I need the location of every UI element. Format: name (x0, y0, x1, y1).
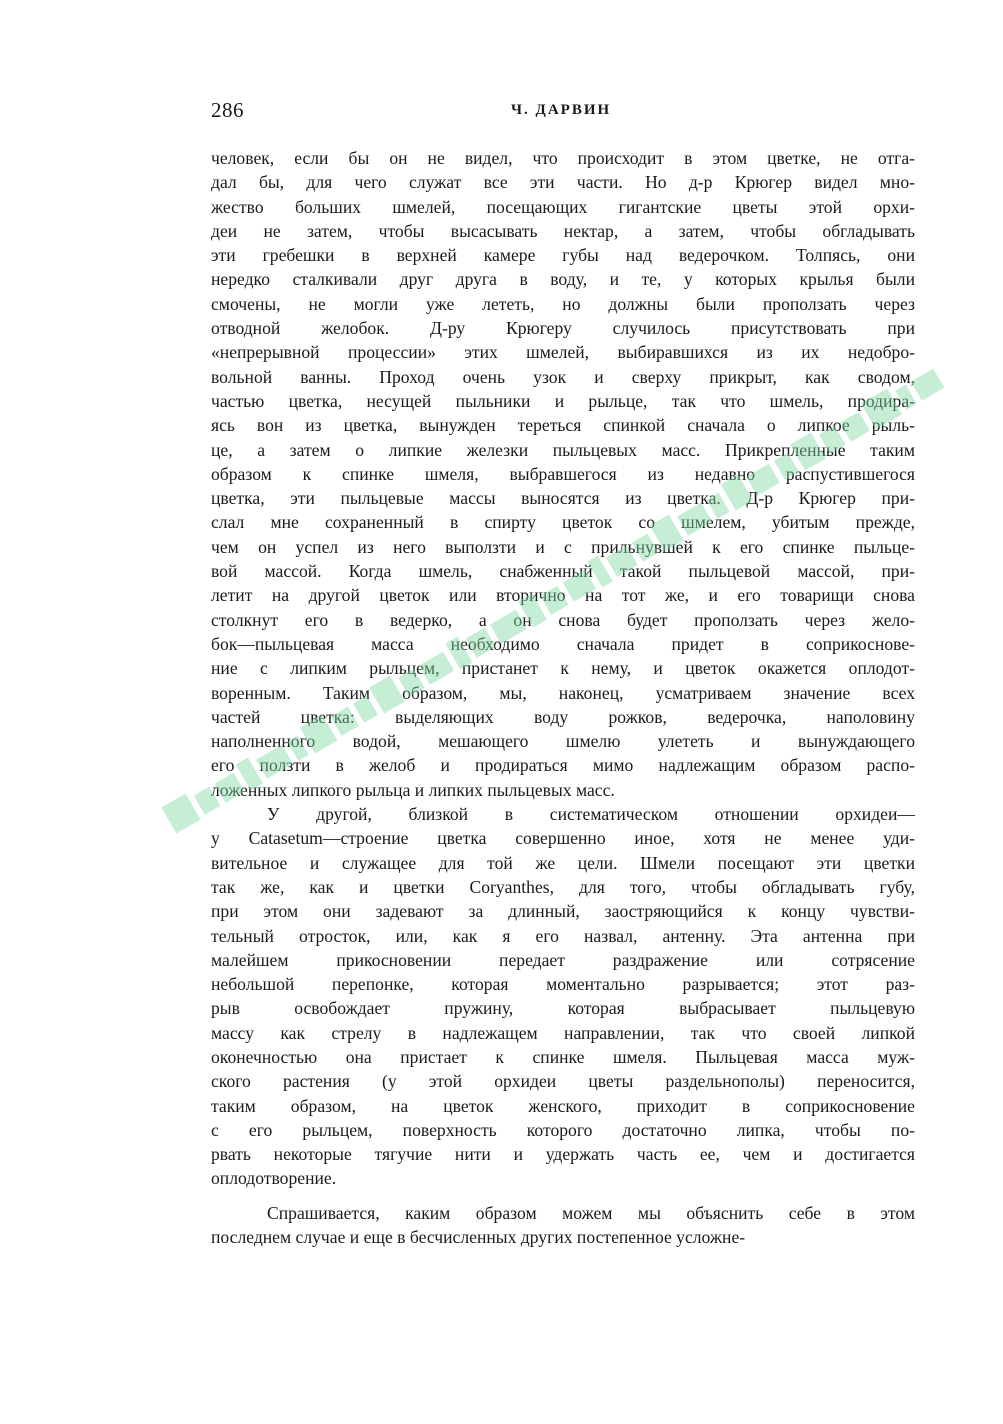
text-line: нередко сталкивали друг друга в воду, и те, у которых крылья были (211, 269, 915, 290)
text-line: столкнут его в ведерко, а он снова будет проползать через жело- (211, 609, 915, 630)
text-line: его ползти в желоб и продираться мимо надлежащим образом распо- (211, 755, 915, 776)
text-line: образом к спинке шмеля, выбравшегося из недавно распустившегося (211, 463, 915, 484)
watermark-segment (911, 369, 945, 401)
text-line: ние с липким рыльцем, пристанет к нему, и цветок окажется оплодот- (211, 658, 915, 679)
text-line: це, а затем о липкие железки пыльцевых масс. Прикрепленные таким (211, 439, 915, 460)
text-line: небольшой перепонке, которая моментально разрывается; этот раз- (211, 974, 915, 995)
paragraph (211, 1201, 915, 1250)
text-line: с его рыльцем, поверхность которого достаточно липка, чтобы по- (211, 1119, 915, 1140)
text-line: чем он успел из него выползти и с прильнувшей к его спинке пыльце- (211, 536, 915, 557)
text-line: ложенных липкого рыльца и липких пыльцевых масс. (211, 779, 615, 800)
text-line: оплодотворение. (211, 1168, 337, 1189)
text-line: рыв освобождает пружину, которая выбрасывает пыльцевую (211, 998, 915, 1019)
text-line: «непрерывной процессии» этих шмелей, выбиравшихся из их недобро- (211, 342, 915, 363)
text-line: цветка, эти пыльцевые массы выносятся из цветка. Д-р Крюгер при- (211, 488, 915, 509)
text-line: таким образом, на цветок женского, приходит в соприкосновение (211, 1095, 915, 1116)
text-line: летит на другой цветок или вторично на тот же, и его товарищи снова (211, 585, 915, 606)
paragraph (211, 146, 915, 802)
body-text (211, 146, 915, 1249)
text-line: последнем случае и еще в бесчисленных других постепенное усложне- (211, 1227, 746, 1248)
watermark-segment (161, 793, 200, 833)
text-line: жество больших шмелей, посещающих гигантские цветы этой орхи- (211, 196, 915, 217)
text-line: Спрашивается, каким образом можем мы объяснить себе в этом (267, 1202, 915, 1223)
running-head: Ч. ДАРВИН (511, 102, 612, 118)
text-line: наполненного водой, мешающего шмелю улететь и вынуждающего (211, 731, 915, 752)
text-line: слал мне сохраненный в спирту цветок со шмелем, убитым прежде, (211, 512, 915, 533)
text-line: отводной желобок. Д-ру Крюгеру случилось присутствовать при (211, 318, 915, 339)
text-line: оконечностью она пристает к спинке шмеля. Пыльцевая масса муж- (211, 1046, 915, 1067)
text-line: вительное и служащее для той же цели. Шмели посещают эти цветки (211, 852, 915, 873)
text-line: воренным. Таким образом, мы, наконец, усматриваем значение всех (211, 682, 915, 703)
text-line: бок—пыльцевая масса необходимо сначала придет в соприкоснове- (211, 633, 915, 654)
text-line: вой массой. Когда шмель, снабженный такой пыльцевой массой, при- (211, 561, 915, 582)
text-line: деи не затем, чтобы высасывать нектар, а затем, чтобы обгладывать (211, 220, 915, 241)
text-line: при этом они задевают за длинный, заостряющийся к концу чувстви- (211, 901, 915, 922)
text-line: смочены, не могли уже лететь, но должны были проползать через (211, 293, 915, 314)
text-line: эти гребешки в верхней камере губы над ведерочком. Толпясь, они (211, 245, 915, 266)
text-line: вольной ванны. Проход очень узок и сверху прикрыт, как сводом, (211, 366, 915, 387)
text-line: частью цветка, несущей пыльники и рыльце, так что шмель, продира- (211, 390, 915, 411)
page-header (211, 98, 915, 128)
text-line: У другой, близкой в систематическом отношении орхидеи— (267, 804, 915, 825)
text-line: массу как стрелу в надлежащем направлении, так что своей липкой (211, 1022, 915, 1043)
text-line: дал бы, для чего служат все эти части. Но д-р Крюгер видел мно- (211, 172, 915, 193)
paragraph (211, 802, 915, 1191)
text-line: ского растения (у этой орхидеи цветы раздельнополы) переносится, (211, 1071, 915, 1092)
text-line: так же, как и цветки Coryanthes, для того, чтобы обгладывать губу, (211, 876, 915, 897)
text-line: частей цветка: выделяющих воду рожков, ведерочка, наполовину (211, 706, 915, 727)
text-line: рвать некоторые тягучие нити и удержать часть ее, чем и достигается (211, 1144, 915, 1165)
text-line: человек, если бы он не видел, что происходит в этом цветке, не отга- (211, 148, 915, 168)
page-number: 286 (211, 98, 244, 122)
text-line: ясь вон из цветка, вынужден тереться спинкой сначала о липкое рыль- (211, 415, 915, 436)
text-line: тельный отросток, или, как я его назвал, антенну. Эта антенна при (211, 925, 915, 946)
text-line: у Catasetum—строение цветка совершенно иное, хотя не менее уди- (211, 828, 915, 849)
text-line: малейшем прикосновении передает раздражение или сотрясение (211, 949, 915, 970)
